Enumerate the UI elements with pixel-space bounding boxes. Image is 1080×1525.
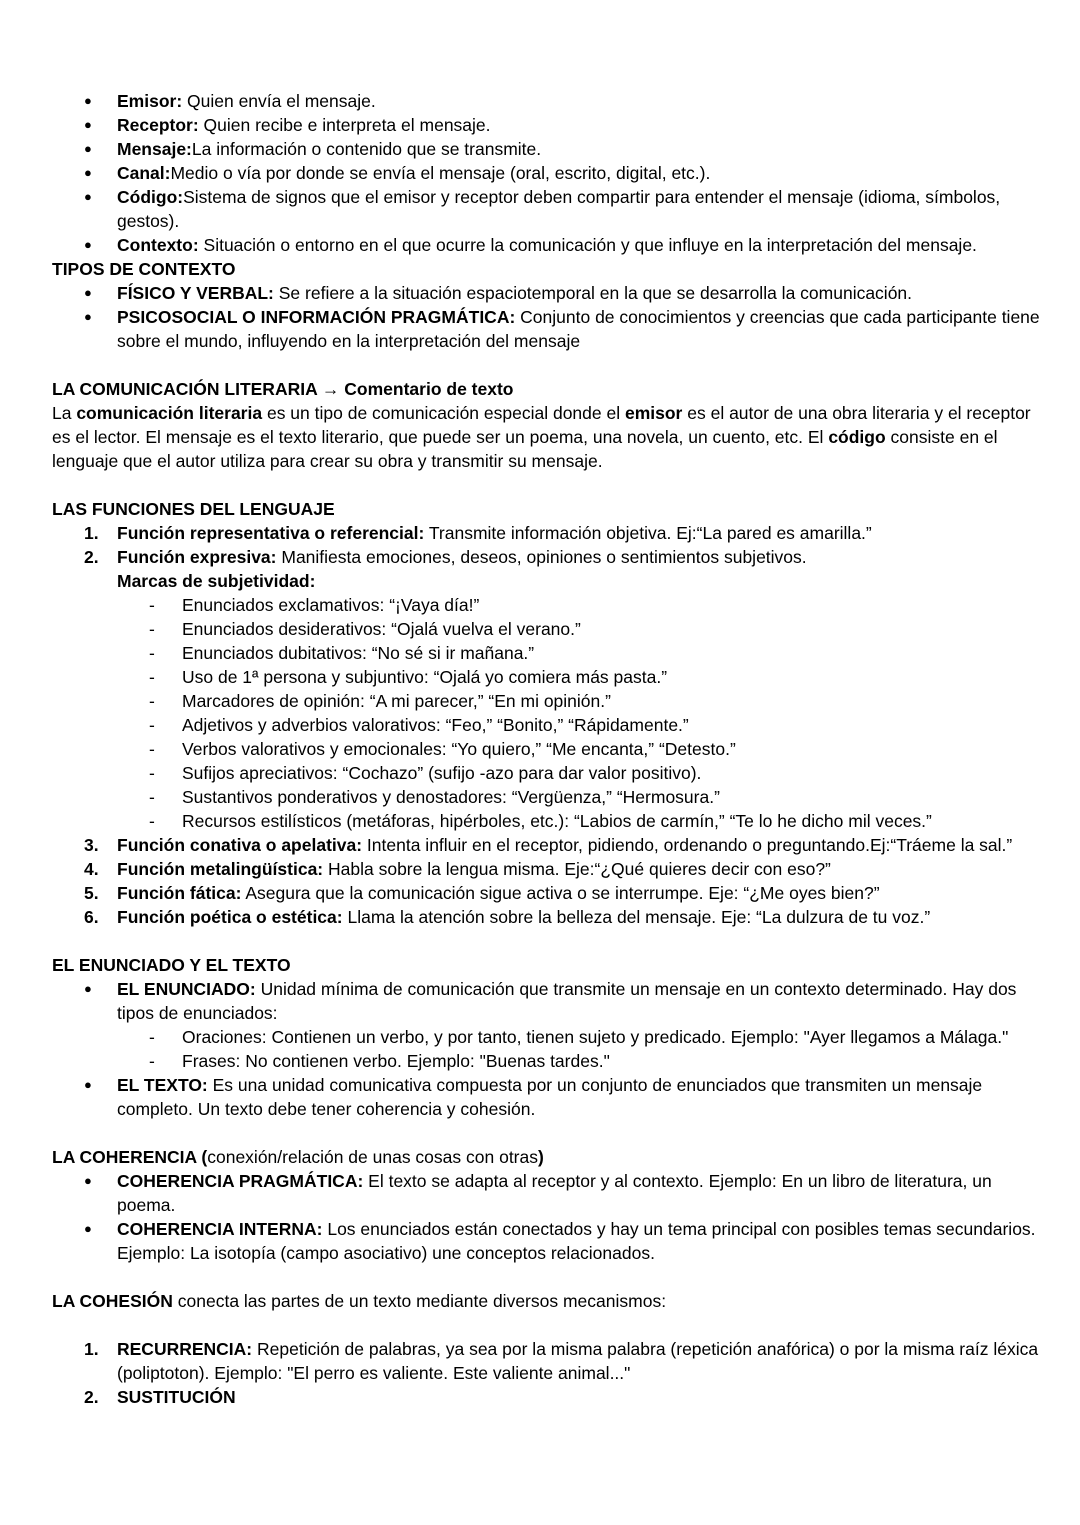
list-item: - Enunciados exclamativos: “¡Vaya día!”	[117, 593, 1040, 617]
list-item: - Marcadores de opinión: “A mi parecer,” “En mi opinión.”	[117, 689, 1040, 713]
list-item: ● Código:Sistema de signos que el emisor y receptor deben compartir para entender el mensaje (idioma, símbolos, gestos).	[52, 185, 1040, 233]
list-item: 1. Función representativa o referencial: Transmite información objetiva. Ej:“La pared es amarilla.”	[84, 523, 872, 543]
context-types-list	[52, 281, 1040, 353]
list-item: - Sufijos apreciativos: “Cochazo” (sufijo -azo para dar valor positivo).	[117, 761, 1040, 785]
list-item: - Frases: No contienen verbo. Ejemplo: "Buenas tardes."	[117, 1049, 1040, 1073]
list-item: ● EL TEXTO: Es una unidad comunicativa compuesta por un conjunto de enunciados que transmiten un mensaje completo. Un texto debe tener coherencia y cohesión.	[52, 1073, 1040, 1121]
section-heading-tipos-contexto: TIPOS DE CONTEXTO	[52, 259, 236, 279]
section-heading-coherencia: LA COHERENCIA (conexión/relación de unas cosas con otras)	[52, 1147, 544, 1167]
list-item: 6. Función poética o estética: Llama la atención sobre la belleza del mensaje. Eje: “La dulzura de tu voz.”	[84, 907, 931, 927]
list-item: 5. Función fática: Asegura que la comunicación sigue activa o se interrumpe. Eje: “¿Me oyes bien?”	[84, 883, 880, 903]
list-item: - Uso de 1ª persona y subjuntivo: “Ojalá yo comiera más pasta.”	[117, 665, 1040, 689]
list-item: ● Mensaje:La información o contenido que se transmite.	[52, 137, 1040, 161]
list-item: - Enunciados dubitativos: “No sé si ir mañana.”	[117, 641, 1040, 665]
list-item: - Verbos valorativos y emocionales: “Yo quiero,” “Me encanta,” “Detesto.”	[117, 737, 1040, 761]
section-heading-funciones: LAS FUNCIONES DEL LENGUAJE	[52, 499, 335, 519]
list-item: - Enunciados desiderativos: “Ojalá vuelva el verano.”	[117, 617, 1040, 641]
list-item: ● Canal:Medio o vía por donde se envía el mensaje (oral, escrito, digital, etc.).	[52, 161, 1040, 185]
list-item: ● COHERENCIA INTERNA: Los enunciados están conectados y hay un tema principal con posibles temas secundarios. Ejemplo: La isotopía (campo asociativo) une conceptos relacionados.	[52, 1217, 1040, 1265]
list-item: - Sustantivos ponderativos y denostadores: “Vergüenza,” “Hermosura.”	[117, 785, 1040, 809]
list-item: ● PSICOSOCIAL O INFORMACIÓN PRAGMÁTICA: Conjunto de conocimientos y creencias que cada participante tiene sobre el mundo, influyendo en la interpretación del mensaje	[52, 305, 1040, 353]
communication-elements-list	[52, 89, 1040, 257]
functions-list-continued	[52, 833, 1040, 929]
functions-list	[52, 521, 1040, 569]
cohesion-list	[52, 1337, 1040, 1409]
list-item: 3. Función conativa o apelativa: Intenta influir en el receptor, pidiendo, ordenando o preguntando.Ej:“Tráeme la sal.”	[84, 835, 1013, 855]
list-item: 1. RECURRENCIA: Repetición de palabras, ya sea por la misma palabra (repetición anafórica) o por la misma raíz léxica (poliptoton). Ejemplo: "El perro es valiente. Este valiente animal..."	[84, 1339, 1039, 1383]
subjectivity-marks-list	[117, 593, 1040, 833]
list-item: - Recursos estilísticos (metáforas, hipérboles, etc.): “Labios de carmín,” “Te lo he dicho mil veces.”	[117, 809, 1040, 833]
list-item: 2. SUSTITUCIÓN	[84, 1387, 236, 1407]
subjectivity-heading: Marcas de subjetividad:	[117, 571, 316, 591]
list-item: - Oraciones: Contienen un verbo, y por tanto, tienen sujeto y predicado. Ejemplo: "Ayer llegamos a Málaga."	[117, 1025, 1040, 1049]
list-item: ● Receptor: Quien recibe e interpreta el mensaje.	[52, 113, 1040, 137]
list-item: 4. Función metalingüística: Habla sobre la lengua misma. Eje:“¿Qué quieres decir con eso?”	[84, 859, 831, 879]
enunciado-list	[52, 977, 1040, 1121]
list-item: ● EL ENUNCIADO: Unidad mínima de comunicación que transmite un mensaje en un contexto determinado. Hay dos tipos de enunciados: - Oraciones: Contienen un verbo, y por tanto, tienen sujeto y predicado. Ejemplo: "Ayer llegamos a Málaga." - Frases: No contienen verbo. Ejemplo: "Buenas tardes."	[52, 977, 1040, 1073]
list-item: ● Contexto: Situación o entorno en el que ocurre la comunicación y que influye en la interpretación del mensaje.	[52, 233, 1040, 257]
list-item: 2. Función expresiva: Manifiesta emociones, deseos, opiniones o sentimientos subjetivos.	[84, 547, 807, 567]
list-item: ● Emisor: Quien envía el mensaje.	[52, 89, 1040, 113]
section-heading-cohesion: LA COHESIÓN conecta las partes de un texto mediante diversos mecanismos:	[52, 1291, 667, 1311]
list-item: - Adjetivos y adverbios valorativos: “Feo,” “Bonito,” “Rápidamente.”	[117, 713, 1040, 737]
list-item: ● FÍSICO Y VERBAL: Se refiere a la situación espaciotemporal en la que se desarrolla la comunicación.	[52, 281, 1040, 305]
list-item: ● COHERENCIA PRAGMÁTICA: El texto se adapta al receptor y al contexto. Ejemplo: En un libro de literatura, un poema.	[52, 1169, 1040, 1217]
literaria-paragraph: La comunicación literaria es un tipo de comunicación especial donde el emisor es el autor de una obra literaria y el receptor es el lector. El mensaje es el texto literario, que puede ser un poema, una novela, un cuento, etc. El código consiste en el lenguaje que el autor utiliza para crear su obra y transmitir su mensaje.	[52, 403, 1031, 471]
coherence-list	[52, 1169, 1040, 1265]
section-heading-enunciado: EL ENUNCIADO Y EL TEXTO	[52, 955, 291, 975]
enunciado-types-list	[117, 1025, 1040, 1073]
section-heading-literaria: LA COMUNICACIÓN LITERARIA → Comentario de texto	[52, 379, 514, 399]
